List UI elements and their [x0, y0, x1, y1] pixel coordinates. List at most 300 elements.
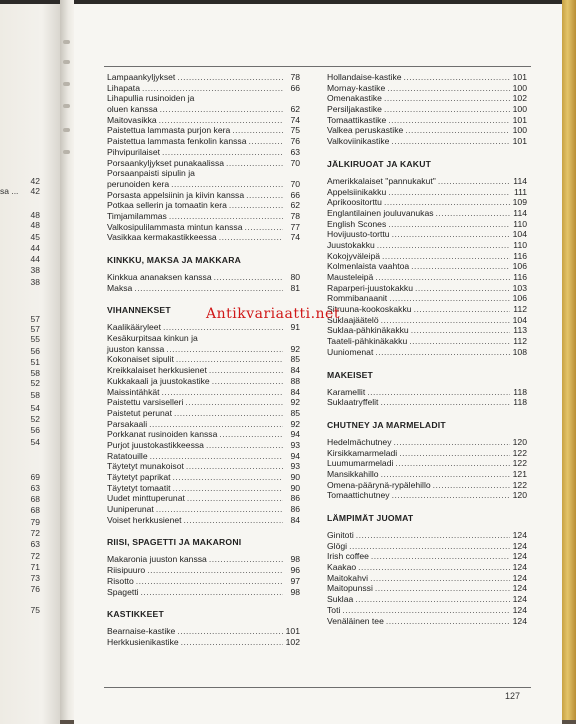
entry-title: Risotto [107, 575, 134, 586]
entry-page-number: 118 [513, 386, 527, 397]
dot-leader [246, 190, 283, 201]
entry-title: Appelsiinikakku [327, 186, 387, 197]
entry-title: Raparperi-juustokakku [327, 282, 413, 293]
dot-leader [229, 200, 283, 211]
index-entry [327, 136, 527, 147]
index-entry [327, 104, 527, 115]
entry-title: Aprikoositorttu [327, 197, 382, 208]
index-entry [107, 587, 300, 598]
left-fragment [0, 483, 40, 493]
entry-title: Porsaankyljykset punakaalissa [107, 157, 225, 168]
left-fragment [0, 562, 40, 572]
left-fragment [0, 378, 40, 388]
entry-page-number: 85 [290, 354, 300, 365]
index-entry [327, 490, 527, 501]
dot-leader [141, 587, 283, 598]
left-fragment [0, 368, 40, 378]
index-entry [327, 573, 527, 584]
index-entry [107, 440, 300, 451]
dot-leader [219, 429, 283, 440]
dot-leader [171, 179, 283, 190]
left-fragment-page: 56 [30, 425, 40, 435]
section-title: LÄMPIMÄT JUOMAT [327, 513, 414, 523]
index-entry [107, 168, 300, 179]
dot-leader [411, 325, 510, 336]
index-entry [327, 387, 527, 398]
entry-page-number: 124 [512, 551, 527, 562]
section-title: CHUTNEY JA MARMELADIT [327, 419, 446, 430]
entry-title: Vasikkaa kermakastikkeessa [107, 232, 217, 243]
entry-page-number: 104 [512, 314, 527, 325]
entry-page-number: 112 [513, 336, 527, 347]
entry-page-number: 63 [290, 146, 300, 157]
dot-leader [395, 458, 510, 469]
index-entry [327, 219, 527, 230]
index-entry [107, 493, 300, 504]
entry-title: Kokonaiset sipulit [107, 354, 174, 365]
entry-title: Valkosipulilammasta mintun kanssa [107, 221, 243, 232]
index-entry [327, 437, 527, 448]
entry-title: Kaakao [327, 562, 357, 573]
entry-page-number: 122 [512, 479, 527, 490]
index-entry [107, 104, 300, 115]
index-entry [327, 397, 527, 408]
index-entry [327, 240, 527, 251]
index-entry [107, 83, 300, 94]
left-fragment [0, 584, 40, 594]
entry-title: Valkoviinikastike [327, 136, 390, 147]
book-edge [562, 0, 576, 720]
entry-page-number: 91 [290, 322, 300, 333]
dot-leader [176, 354, 283, 365]
index-section [327, 420, 527, 501]
left-fragment [0, 324, 40, 334]
index-entry [327, 315, 527, 326]
entry-page-number: 118 [513, 397, 527, 408]
index-entry [327, 562, 527, 573]
entry-page-number: 84 [290, 386, 300, 397]
index-entry [107, 408, 300, 419]
index-section [107, 537, 300, 597]
entry-title: Englantilainen jouluvanukas [327, 207, 434, 218]
index-entry [107, 232, 300, 243]
dot-leader [232, 125, 283, 136]
dot-leader [388, 115, 510, 126]
left-fragment [0, 176, 40, 186]
index-entry [107, 365, 300, 376]
dot-leader [415, 283, 510, 294]
left-fragment-page: 63 [30, 539, 40, 549]
index-entry [327, 261, 527, 272]
index-entry [107, 504, 300, 515]
entry-page-number: 98 [290, 586, 300, 597]
dot-leader [174, 408, 283, 419]
entry-page-number: 124 [512, 583, 527, 594]
index-entry [327, 347, 527, 358]
left-fragment-text: sa ... [0, 186, 19, 196]
index-entry [107, 576, 300, 587]
entry-page-number: 62 [290, 200, 300, 211]
left-fragment [0, 265, 40, 275]
left-fragment-page: 44 [30, 243, 40, 253]
dot-leader [405, 125, 510, 136]
index-entry [327, 176, 527, 187]
section-title: MAKEISET [327, 369, 374, 380]
entry-title: Kukkakaali ja juustokastike [107, 375, 210, 386]
dot-leader [371, 551, 510, 562]
dot-leader [355, 594, 510, 605]
left-fragment-page: 52 [30, 378, 40, 388]
left-fragment-page: 54 [30, 403, 40, 413]
index-entry [107, 472, 300, 483]
entry-title: Taateli-pähkinäkakku [327, 336, 408, 347]
dot-leader [381, 315, 510, 326]
dot-leader [375, 272, 510, 283]
left-fragment-page: 71 [30, 562, 40, 572]
index-entry [327, 616, 527, 627]
entry-title: Maissintähkät [107, 386, 160, 397]
dot-leader [245, 222, 284, 233]
entry-page-number: 124 [512, 594, 527, 605]
entry-title: Sitruuna-kookoskakku [327, 304, 412, 315]
left-fragment-page: 58 [30, 368, 40, 378]
index-entry [107, 451, 300, 462]
entry-page-number: 98 [290, 554, 300, 565]
index-entry [107, 429, 300, 440]
left-fragment [0, 528, 40, 538]
dot-leader [162, 147, 283, 158]
dot-leader [386, 616, 510, 627]
entry-title: Lampaankyljykset [107, 72, 176, 82]
entry-page-number: 92 [290, 343, 300, 354]
left-fragment-page: 42 [30, 186, 40, 196]
left-fragment-page: 48 [30, 210, 40, 220]
entry-title: Herkkusienikastike [107, 636, 179, 647]
index-entry [327, 448, 527, 459]
dot-leader [392, 229, 510, 240]
section-title: VIHANNEKSET [107, 305, 171, 316]
entry-page-number: 66 [290, 82, 300, 93]
dot-leader [436, 208, 510, 219]
index-entry [107, 200, 300, 211]
left-fragment-page: 72 [30, 551, 40, 561]
entry-title: Luumumarmeladi [327, 458, 394, 469]
entry-title: Kaalikääryleet [107, 322, 161, 333]
entry-title: Täytetyt tomaatit [107, 482, 171, 493]
dot-leader [214, 272, 283, 283]
dot-leader [389, 293, 510, 304]
entry-page-number: 93 [290, 461, 300, 472]
entry-title: English Scones [327, 218, 387, 229]
index-entry [327, 83, 527, 94]
dot-leader [392, 490, 510, 501]
entry-title: Kokojyväleipä [327, 250, 381, 261]
dot-leader [166, 344, 283, 355]
entry-title: Hovijuusto-torttu [327, 229, 390, 240]
index-entry [327, 293, 527, 304]
section-title: JÄLKIRUOAT JA KAKUT [327, 158, 432, 169]
left-fragment [0, 232, 40, 242]
index-entry [107, 72, 300, 83]
dot-leader [177, 72, 283, 83]
entry-page-number: 92 [290, 418, 300, 429]
entry-page-number: 70 [290, 157, 300, 168]
dot-leader [384, 197, 510, 208]
entry-title: Kreikkalaiset herkkusienet [107, 365, 207, 376]
entry-page-number: 93 [290, 439, 300, 450]
entry-title: Maitovasikka [107, 114, 157, 125]
entry-title: Paistettu varsiselleri [107, 397, 184, 408]
entry-page-number: 102 [285, 636, 300, 647]
left-fragment [0, 243, 40, 253]
entry-page-number: 81 [290, 282, 300, 293]
dot-leader [187, 493, 283, 504]
left-fragment-page: 68 [30, 494, 40, 504]
dot-leader [414, 304, 510, 315]
index-entry [327, 480, 527, 491]
dot-leader [149, 419, 283, 430]
entry-page-number: 90 [290, 472, 300, 482]
index-entry [327, 469, 527, 480]
section-title: KINKKU, MAKSA JA MAKKARA [107, 255, 242, 265]
entry-title: Kolmenlaista vaahtoa [327, 261, 410, 272]
index-entry [107, 461, 300, 472]
binding-ring [63, 60, 70, 64]
dot-leader [209, 365, 283, 376]
left-fragment [0, 539, 40, 549]
dot-leader [375, 583, 510, 594]
dot-leader [384, 93, 510, 104]
index-entry [107, 283, 300, 294]
dot-leader [219, 232, 283, 243]
index-entry [327, 125, 527, 136]
entry-page-number: 100 [512, 125, 527, 136]
index-section [327, 159, 527, 358]
left-fragment [0, 334, 40, 344]
index-entry [327, 583, 527, 594]
dot-leader [356, 530, 510, 541]
entry-page-number: 124 [512, 615, 527, 626]
left-fragment [0, 254, 40, 264]
entry-page-number: 109 [512, 197, 527, 208]
entry-title: Amerikkalaiset "pannukakut" [327, 175, 436, 186]
index-entry [107, 136, 300, 147]
section-title: KASTIKKEET [107, 609, 164, 620]
entry-page-number: 84 [290, 514, 300, 525]
bottom-rule [104, 687, 531, 688]
left-fragment-page: 38 [30, 265, 40, 275]
dot-leader [177, 626, 283, 637]
index-entry [107, 179, 300, 190]
index-entry [327, 93, 527, 104]
dot-leader [142, 83, 283, 94]
entry-title: Maksa [107, 282, 133, 293]
entry-title: Uuniperunat [107, 504, 154, 515]
index-entry [327, 304, 527, 315]
left-fragment [0, 357, 40, 367]
left-fragment-page: 57 [30, 324, 40, 334]
entry-title: Valkea peruskastike [327, 125, 404, 136]
index-entry [107, 565, 300, 576]
dot-leader [404, 72, 510, 83]
entry-page-number: 101 [512, 114, 527, 125]
dot-leader [411, 261, 510, 272]
entry-page-number: 77 [290, 221, 300, 232]
watermark: Antikvariaatti.net [206, 306, 340, 322]
entry-title: Maitokahvi [327, 572, 369, 583]
left-fragment-page: 48 [30, 220, 40, 230]
dot-leader [162, 387, 283, 398]
index-entry [107, 93, 300, 104]
index-section [107, 305, 300, 525]
entry-title: Riisipuuro [107, 565, 146, 576]
left-fragment [0, 437, 40, 447]
left-fragment [0, 186, 40, 196]
index-entry [327, 541, 527, 552]
entry-page-number: 108 [512, 346, 527, 357]
dot-leader [387, 83, 510, 94]
left-fragment-page: 73 [30, 573, 40, 583]
entry-title: Toti [327, 604, 341, 615]
index-section [327, 513, 527, 626]
index-entry [327, 551, 527, 562]
entry-title: Tomaattichutney [327, 490, 390, 501]
entry-title: Kinkkua ananaksen kanssa [107, 272, 212, 282]
index-entry [107, 483, 300, 494]
entry-page-number: 103 [512, 282, 527, 293]
entry-page-number: 96 [290, 565, 300, 576]
index-entry [107, 147, 300, 158]
entry-title: Potkaa sellerin ja tomaatin kera [107, 200, 227, 211]
dot-leader [388, 219, 510, 230]
dot-leader [349, 541, 510, 552]
left-fragment-page: 56 [30, 346, 40, 356]
left-fragment [0, 414, 40, 424]
entry-page-number: 97 [290, 575, 300, 586]
entry-title: Mansikkahillo [327, 468, 379, 479]
entry-title: Täytetyt munakoisot [107, 461, 184, 472]
entry-title: Kesäkurpitsaa kinkun ja [107, 333, 198, 344]
index-entry [107, 344, 300, 355]
entry-page-number: 86 [290, 493, 300, 504]
index-entry [327, 283, 527, 294]
entry-page-number: 100 [512, 82, 527, 93]
index-entry [107, 125, 300, 136]
entry-title: Glögi [327, 540, 348, 551]
entry-page-number: 70 [290, 178, 300, 189]
entry-page-number: 106 [512, 293, 527, 304]
dot-leader [358, 562, 510, 573]
entry-title: Suklaa [327, 594, 354, 605]
dot-leader [169, 211, 283, 222]
entry-page-number: 112 [513, 304, 527, 315]
entry-title: Hedelmächutney [327, 436, 392, 447]
index-entry [327, 605, 527, 616]
left-fragment-page: 45 [30, 232, 40, 242]
index-entry [327, 458, 527, 469]
entry-page-number: 85 [290, 407, 300, 418]
left-fragment-page: 51 [30, 357, 40, 367]
entry-page-number: 110 [513, 239, 527, 250]
entry-page-number: 120 [512, 490, 527, 501]
index-column-left [107, 72, 300, 648]
entry-title: Mornay-kastike [327, 82, 386, 93]
entry-page-number: 121 [512, 468, 527, 479]
entry-page-number: 75 [290, 125, 300, 136]
left-fragment-page: 76 [30, 584, 40, 594]
dot-leader [384, 104, 510, 115]
entry-title: Suklaa-pähkinäkakku [327, 325, 409, 336]
entry-title: Paistettua lammasta purjon kera [107, 125, 231, 136]
dot-leader [186, 461, 283, 472]
dot-leader [388, 187, 510, 198]
index-entry [107, 322, 300, 333]
entry-title: oluen kanssa [107, 104, 158, 115]
left-fragment [0, 517, 40, 527]
entry-page-number: 102 [512, 93, 527, 104]
left-fragment [0, 390, 40, 400]
entry-page-number: 104 [512, 229, 527, 240]
index-section [107, 72, 300, 243]
index-entry [107, 354, 300, 365]
dot-leader [367, 387, 510, 398]
dot-leader [181, 637, 283, 648]
left-fragment [0, 573, 40, 583]
index-entry [107, 397, 300, 408]
dot-leader [370, 573, 510, 584]
entry-page-number: 100 [512, 104, 527, 115]
page-number: 127 [505, 691, 521, 701]
entry-page-number: 124 [512, 540, 527, 551]
index-entry [107, 333, 300, 344]
left-fragment-page: 55 [30, 334, 40, 344]
entry-page-number: 66 [290, 189, 300, 200]
dot-leader [206, 440, 283, 451]
entry-page-number: 92 [290, 397, 300, 408]
entry-title: Karamellit [327, 386, 366, 397]
index-entry [327, 272, 527, 283]
entry-title: Paistettua lammasta fenkolin kanssa [107, 136, 247, 147]
entry-page-number: 88 [290, 375, 300, 386]
index-entry [327, 336, 527, 347]
entry-page-number: 74 [290, 114, 300, 125]
index-entry [107, 637, 300, 648]
left-fragment-page: 42 [30, 176, 40, 186]
entry-title: juuston kanssa [107, 343, 165, 354]
dot-leader [159, 115, 283, 126]
left-fragment [0, 425, 40, 435]
entry-title: Voiset herkkusienet [107, 514, 182, 525]
left-fragment-page: 54 [30, 437, 40, 447]
index-entry [327, 229, 527, 240]
entry-page-number: 124 [512, 530, 527, 540]
entry-title: Juustokakku [327, 239, 375, 250]
index-column-right [327, 72, 527, 626]
left-fragment-page: 58 [30, 390, 40, 400]
index-entry [327, 208, 527, 219]
entry-title: Suklaatryffelit [327, 397, 379, 408]
entry-page-number: 114 [513, 175, 527, 186]
dot-leader [173, 472, 283, 483]
index-entry [327, 325, 527, 336]
index-section [327, 370, 527, 408]
entry-title: Kirsikkamarmeladi [327, 447, 398, 458]
entry-page-number: 110 [513, 218, 527, 229]
entry-title: Makaronia juuston kanssa [107, 554, 207, 565]
index-entry [107, 376, 300, 387]
entry-title: Pihvipurilaiset [107, 146, 161, 157]
entry-title: Persiljakastike [327, 104, 382, 115]
